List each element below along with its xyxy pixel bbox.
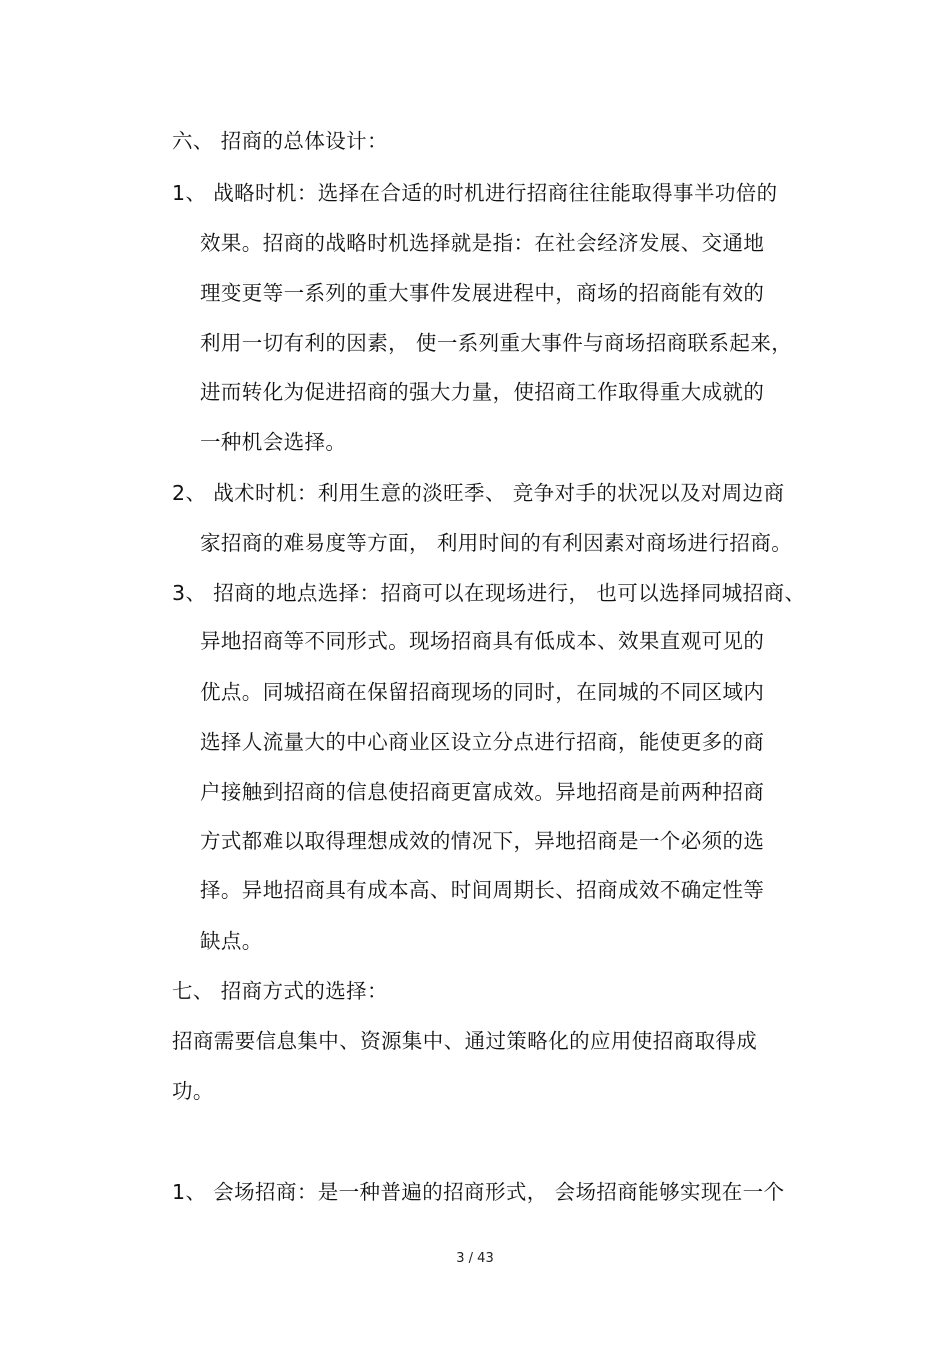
- paragraph-line: 功。: [172, 1079, 214, 1103]
- paragraph-line: 1、 会场招商：是一种普遍的招商形式， 会场招商能够实现在一个: [172, 1180, 785, 1204]
- paragraph-line: 择。异地招商具有成本高、时间周期长、招商成效不确定性等: [200, 878, 765, 902]
- paragraph-line: 2、 战术时机：利用生意的淡旺季、 竞争对手的状况以及对周边商: [172, 481, 785, 505]
- paragraph-line: 3、 招商的地点选择：招商可以在现场进行， 也可以选择同城招商、: [172, 581, 806, 605]
- paragraph-line: 招商需要信息集中、资源集中、通过策略化的应用使招商取得成: [172, 1029, 758, 1053]
- paragraph-line: 方式都难以取得理想成效的情况下，异地招商是一个必须的选: [200, 829, 765, 853]
- page-number: 3 / 43: [456, 1251, 494, 1266]
- section-heading-7: 七、 招商方式的选择：: [172, 979, 388, 1003]
- paragraph-line: 一种机会选择。: [200, 430, 347, 454]
- paragraph-line: 1、 战略时机：选择在合适的时机进行招商往往能取得事半功倍的: [172, 181, 778, 205]
- paragraph-line: 异地招商等不同形式。现场招商具有低成本、效果直观可见的: [200, 629, 765, 653]
- paragraph-line: 户接触到招商的信息使招商更富成效。异地招商是前两种招商: [200, 780, 765, 804]
- paragraph-line: 进而转化为促进招商的强大力量，使招商工作取得重大成就的: [200, 380, 765, 404]
- paragraph-line: 效果。招商的战略时机选择就是指：在社会经济发展、交通地: [200, 231, 765, 255]
- paragraph-line: 缺点。: [200, 929, 263, 953]
- paragraph-line: 选择人流量大的中心商业区设立分点进行招商，能使更多的商: [200, 730, 765, 754]
- paragraph-line: 利用一切有利的因素， 使一系列重大事件与商场招商联系起来，: [200, 331, 793, 355]
- paragraph-line: 优点。同城招商在保留招商现场的同时，在同城的不同区域内: [200, 680, 765, 704]
- paragraph-line: 家招商的难易度等方面， 利用时间的有利因素对商场进行招商。: [200, 531, 793, 555]
- section-heading-6: 六、 招商的总体设计：: [172, 129, 388, 153]
- paragraph-line: 理变更等一系列的重大事件发展进程中，商场的招商能有效的: [200, 281, 765, 305]
